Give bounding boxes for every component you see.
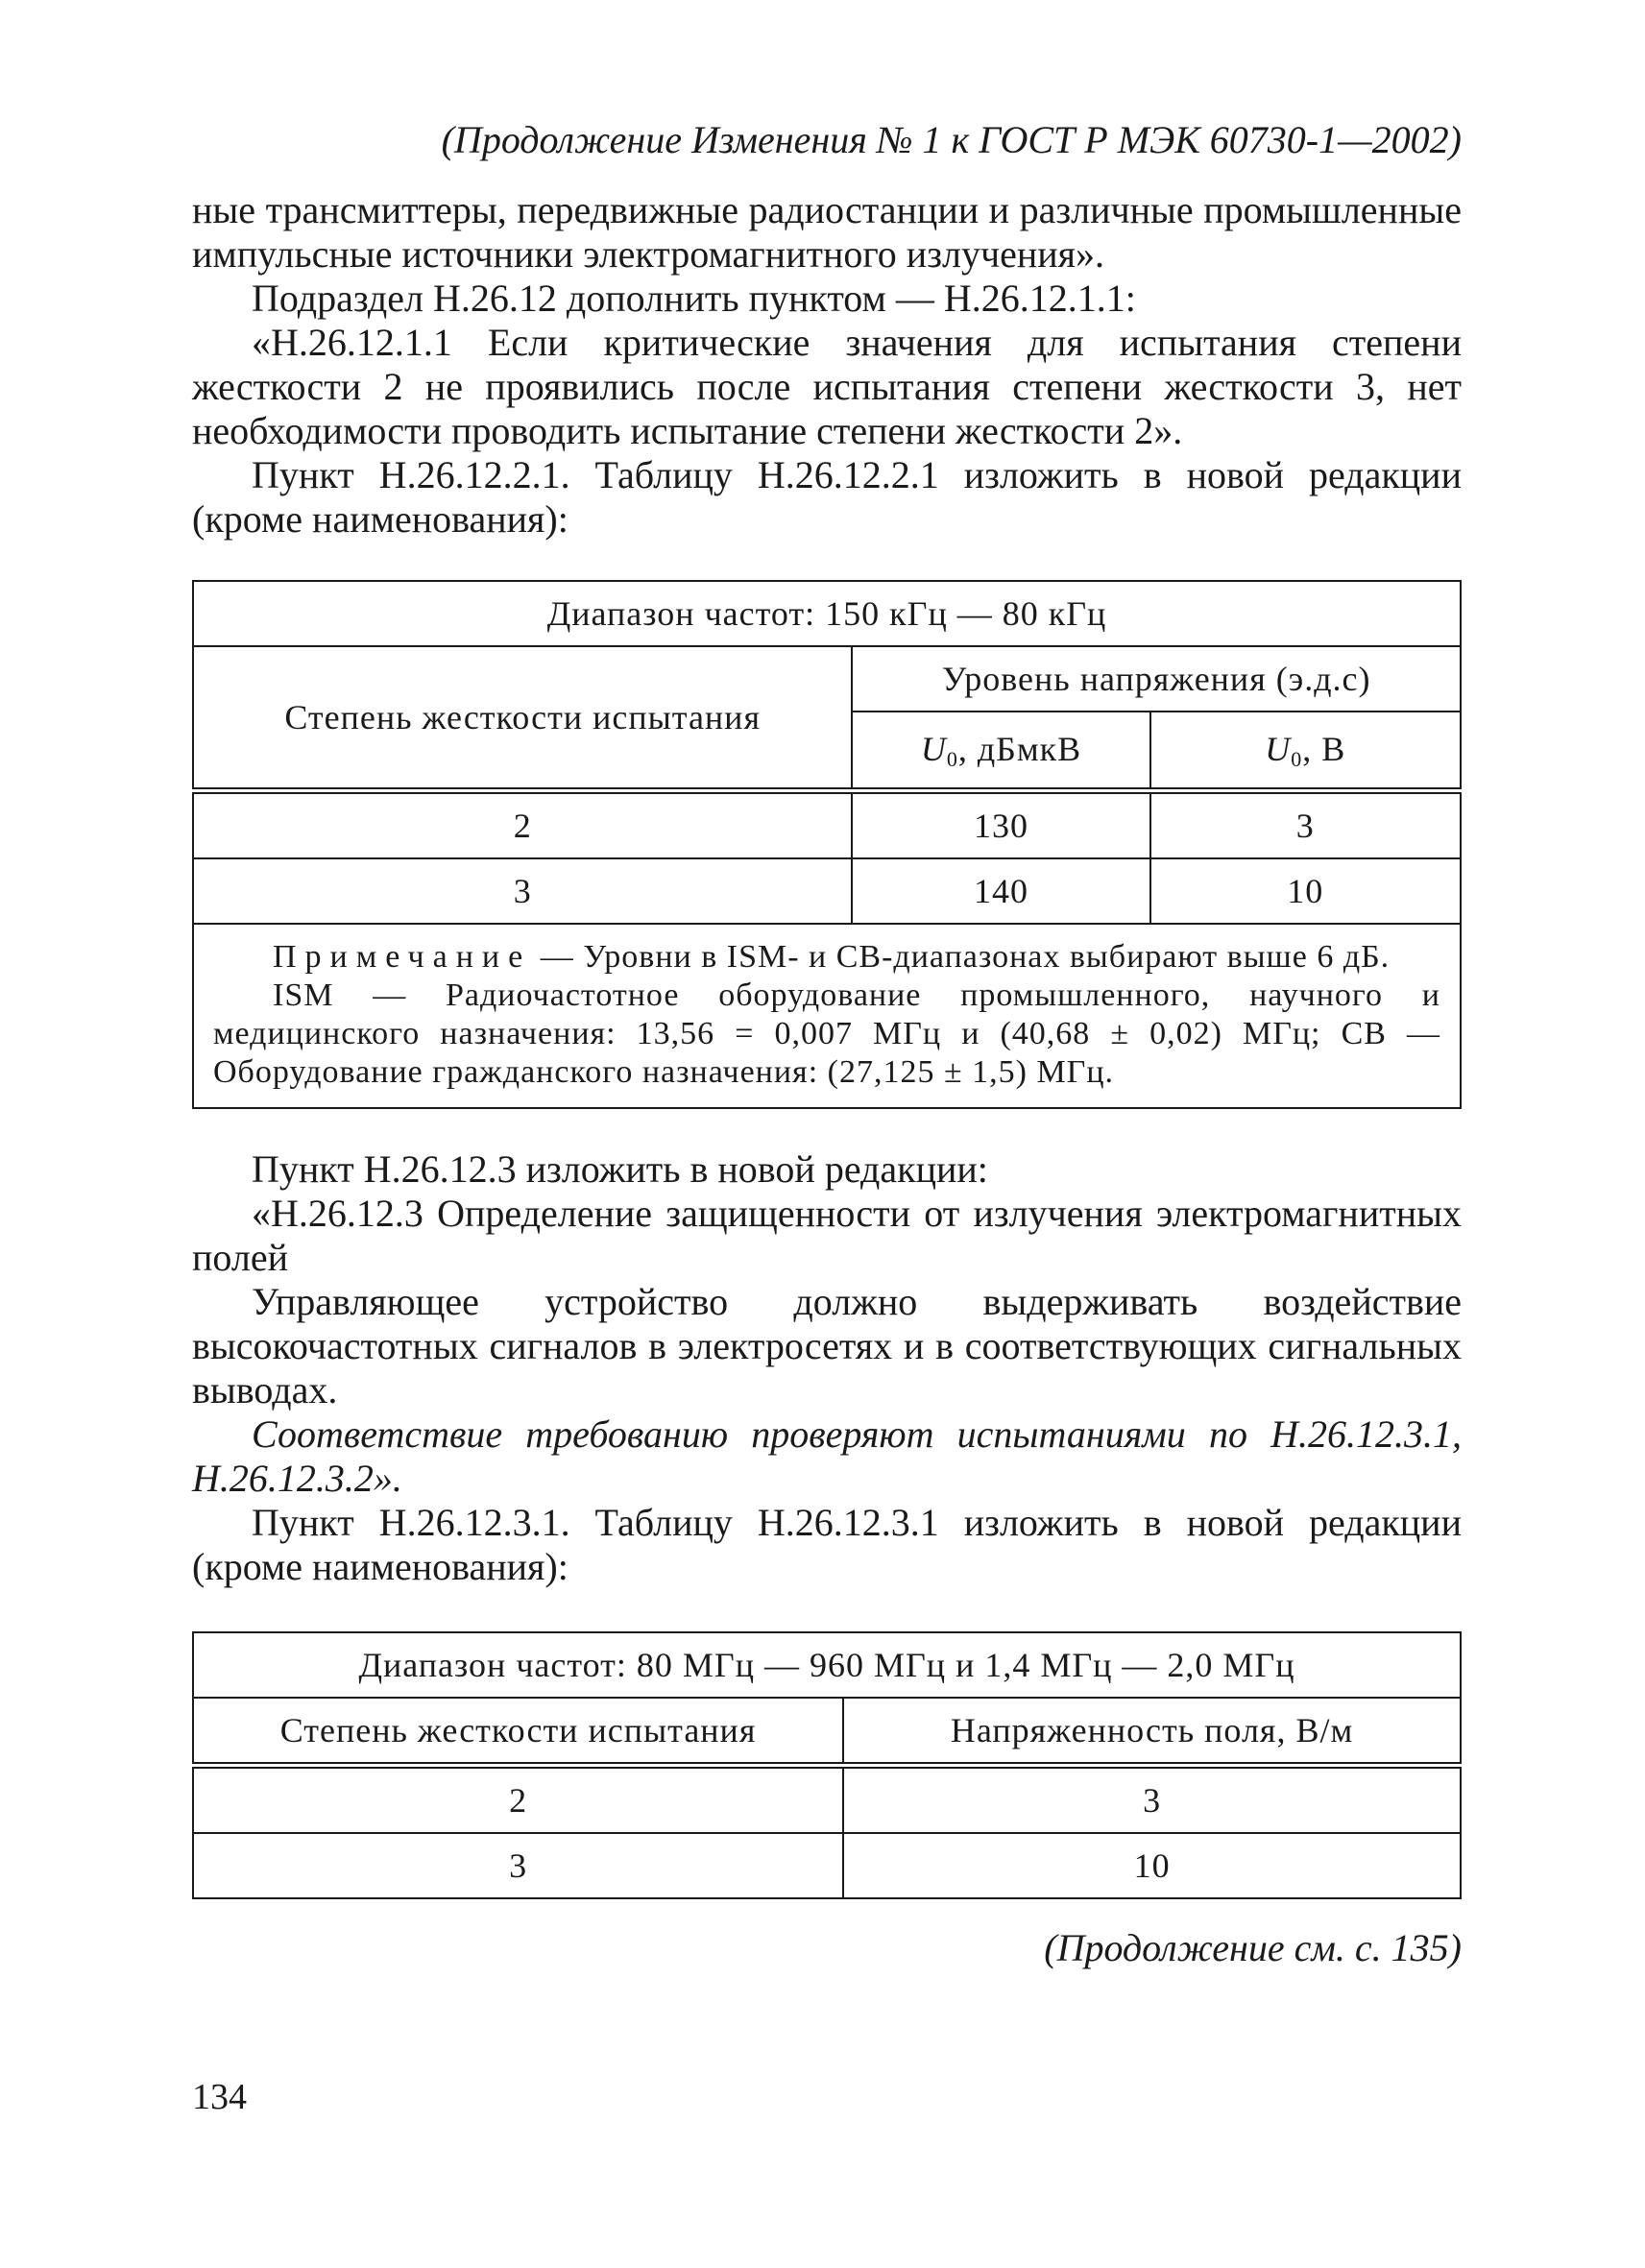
table2-header-field-strength: Напряженность поля, В/м — [843, 1698, 1461, 1766]
table2-cell-level: 3 — [193, 1833, 843, 1898]
u-index: 0 — [946, 746, 958, 771]
table1-header-level: Степень жесткости испытания — [193, 646, 852, 791]
u-index: 0 — [1291, 746, 1303, 771]
u-symbol: U — [1265, 729, 1292, 768]
table1-cell-volts: 3 — [1150, 791, 1461, 859]
table1-header-voltage-group: Уровень напряжения (э.д.с) — [852, 646, 1461, 712]
table2-header-level: Степень жесткости испытания — [193, 1698, 843, 1766]
u-symbol: U — [920, 729, 947, 768]
running-header: (Продолжение Изменения № 1 к ГОСТ Р МЭК 60730-1—2002) — [441, 118, 1462, 161]
table1-header-dbmkv — [852, 712, 1149, 791]
table-field-strength — [192, 1631, 1462, 1899]
table2-cell-level: 2 — [193, 1766, 843, 1834]
paragraph-clause-h261211: «Н.26.12.1.1 Если критические значения для испытания степени жесткости 2 не проявились после испытания степени жесткости 3, нет необходимости проводить испытание степени жесткости 2». — [192, 321, 1462, 452]
table-row — [193, 1833, 1461, 1898]
table1-note — [193, 924, 1461, 1108]
table1-title: Диапазон частот: 150 кГц — 80 кГц — [193, 581, 1461, 646]
table2-title: Диапазон частот: 80 МГц — 960 МГц и 1,4 МГц — 2,0 МГц — [193, 1632, 1461, 1698]
table1-cell-level: 2 — [193, 791, 852, 859]
paragraph-clause-h26123-title: «Н.26.12.3 Определение защищенности от излучения электромагнитных полей — [192, 1192, 1462, 1279]
page-number: 134 — [192, 2077, 247, 2117]
continuation-note: (Продолжение см. с. 135) — [1044, 1926, 1462, 1969]
table1-cell-volts: 10 — [1150, 858, 1461, 924]
table1-header-volts — [1150, 712, 1461, 791]
table1-cell-level: 3 — [193, 858, 852, 924]
paragraph-table-intro-1: Пункт Н.26.12.2.1. Таблицу Н.26.12.2.1 изложить в новой редакции (кроме наименования): — [192, 453, 1462, 541]
table-row — [193, 791, 1461, 859]
table2-cell-value: 3 — [843, 1766, 1461, 1834]
table-voltage-levels — [192, 580, 1462, 1109]
table1-cell-dbmkv: 130 — [852, 791, 1149, 859]
table-row — [193, 1766, 1461, 1834]
table1-cell-dbmkv: 140 — [852, 858, 1149, 924]
unit-dbmkv: , дБмкВ — [957, 729, 1082, 768]
paragraph-requirement: Управляющее устройство должно выдерживать воздействие высокочастотных сигналов в электросетях и в соответствующих сигнальных выводах. — [192, 1280, 1462, 1411]
paragraph-compliance: Соответствие требованию проверяют испытаниями по Н.26.12.3.1, Н.26.12.3.2». — [192, 1412, 1462, 1500]
table2-cell-value: 10 — [843, 1833, 1461, 1898]
unit-volts: , В — [1302, 729, 1346, 768]
note-line-1 — [213, 938, 1440, 977]
note-line-2: ISM — Радиочастотное оборудование промышленного, научного и медицинского назначения: 13,56 = 0,007 МГц и (40,68 ± 0,02) МГц; CB — Оборудование гражданского назначения: (27,125 ± 1,5) МГц. — [213, 977, 1440, 1090]
paragraph-clause-h26123-intro: Пункт Н.26.12.3 изложить в новой редакции: — [252, 1147, 988, 1191]
paragraph-table-intro-2: Пункт Н.26.12.3.1. Таблицу Н.26.12.3.1 изложить в новой редакции (кроме наименования): — [192, 1501, 1462, 1588]
document-page — [192, 115, 1462, 1972]
table-row — [193, 858, 1461, 924]
note-text-1: — Уровни в ISM- и CB-диапазонах выбирают выше 6 дБ. — [531, 939, 1391, 975]
note-label: Примечание — [273, 939, 532, 975]
paragraph-continuation: ные трансмиттеры, передвижные радиостанции и различные промышленные импульсные источники электромагнитного излучения». — [192, 188, 1462, 276]
paragraph-subsection-amendment: Подраздел Н.26.12 дополнить пунктом — Н.26.12.1.1: — [252, 277, 1136, 320]
